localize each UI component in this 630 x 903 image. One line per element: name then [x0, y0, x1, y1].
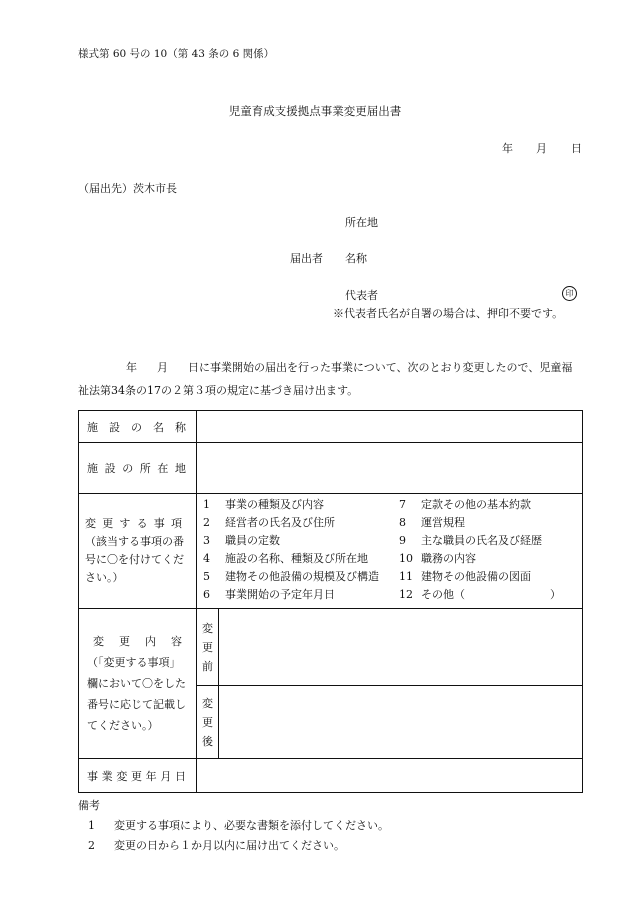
item-9: 主な職員の氏名及び経歴 [421, 534, 542, 547]
signature-note: ※代表者氏名が自署の場合は、押印不要です。 [333, 307, 564, 320]
date-day-label: 日 [571, 142, 582, 155]
statement-text [78, 356, 583, 402]
name-label: 名称 [345, 252, 367, 265]
change-items-note: （該当する事項の番号に〇を付けてください。） [85, 535, 184, 584]
change-content-note: （「変更する事項」欄において〇をした番号に応じて記載してください。） [87, 656, 186, 732]
item-row: 5 建物その他設備の規模及び構造 11 建物その他設備の図面 [203, 568, 582, 586]
change-items-list[interactable] [197, 494, 583, 609]
change-items-label: 変更する事項 [85, 517, 182, 530]
change-date-label: 事業変更年月日 [79, 759, 197, 793]
item-row: 4 施設の名称、種類及び所在地 10 職務の内容 [203, 550, 582, 568]
change-items-header [79, 494, 197, 609]
after-content-field[interactable] [219, 686, 583, 759]
item-2: 経営者の氏名及び住所 [225, 516, 335, 529]
before-label: 変 更 前 [197, 609, 219, 686]
facility-address-label: 施設の所在地 [79, 443, 197, 494]
representative-label: 代表者 [345, 289, 378, 302]
statement-month: 月 [157, 361, 168, 374]
item-7: 定款その他の基本約款 [421, 498, 531, 511]
item-4: 施設の名称、種類及び所在地 [225, 552, 368, 565]
change-date-field[interactable] [197, 759, 583, 793]
item-3: 職員の定数 [225, 534, 280, 547]
item-11: 建物その他設備の図面 [421, 570, 531, 583]
before-content-field[interactable] [219, 609, 583, 686]
item-8: 運営規程 [421, 516, 465, 529]
notifier-label: 届出者 [290, 252, 323, 265]
item-1: 事業の種類及び内容 [225, 498, 324, 511]
item-12-close-paren: ） [550, 588, 561, 601]
seal-mark: 印 [562, 286, 577, 301]
item-row: 3 職員の定数 9 主な職員の氏名及び経歴 [203, 532, 582, 550]
change-content-label: 変更内容 [93, 635, 182, 648]
statement-year: 年 [126, 361, 137, 374]
facility-address-field[interactable] [197, 443, 583, 494]
address-label: 所在地 [345, 216, 378, 229]
after-label: 変 更 後 [197, 686, 219, 759]
item-row: 1 事業の種類及び内容 7 定款その他の基本約款 [203, 496, 582, 514]
facility-name-label: 施設の名称 [79, 411, 197, 443]
facility-name-field[interactable] [197, 411, 583, 443]
date-year-label: 年 [502, 142, 513, 155]
item-5: 建物その他設備の規模及び構造 [225, 570, 379, 583]
item-6: 事業開始の予定年月日 [225, 588, 335, 601]
change-content-header [79, 609, 197, 759]
statement-body: 日に事業開始の届出を行った事業について、次のとおり変更したので、児童福祉法第34条の17の２第３項の規定に基づき届け出ます。 [78, 361, 573, 397]
item-row: 6 事業開始の予定年月日 12 その他（ ） [203, 586, 582, 604]
document-title: 児童育成支援拠点事業変更届出書 [228, 104, 402, 118]
remark-item: 1 変更する事項により、必要な書類を添付してください。 [88, 819, 389, 832]
date-month-label: 月 [536, 142, 547, 155]
item-10: 職務の内容 [421, 552, 476, 565]
item-row: 2 経営者の氏名及び住所 8 運営規程 [203, 514, 582, 532]
item-12: その他（ [421, 588, 465, 601]
remarks-heading: 備考 [78, 799, 100, 812]
form-number: 様式第 60 号の 10（第 43 条の 6 関係） [78, 48, 275, 60]
destination: （届出先）茨木市長 [78, 182, 177, 195]
remark-item: 2 変更の日から１か月以内に届け出てください。 [88, 839, 345, 852]
notification-table [78, 410, 583, 793]
